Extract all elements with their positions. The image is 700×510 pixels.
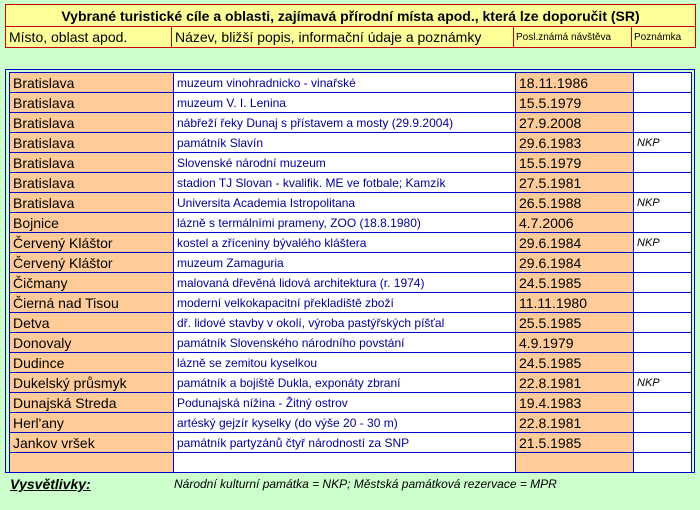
legend-text: Národní kulturní památka = NKP; Městská památková rezervace = MPR	[174, 477, 557, 491]
legend-label: Vysvětlivky:	[10, 476, 91, 492]
table-row	[10, 73, 692, 93]
note-cell	[634, 353, 692, 373]
description-cell	[174, 453, 516, 473]
note-cell	[634, 213, 692, 233]
last-visit-cell: 11.11.1980	[516, 293, 634, 313]
note-cell: NKP	[634, 193, 692, 213]
last-visit-cell: 4.7.2006	[516, 213, 634, 233]
table-row	[10, 93, 692, 113]
description-cell: nábřeží řeky Dunaj s přístavem a mosty (29.9.2004)	[174, 113, 516, 133]
note-cell	[634, 253, 692, 273]
table-row	[10, 373, 692, 393]
place-cell: Bratislava	[10, 113, 174, 133]
note-cell	[634, 293, 692, 313]
last-visit-cell: 19.4.1983	[516, 393, 634, 413]
place-cell: Dunajská Streda	[10, 393, 174, 413]
table-row	[10, 453, 692, 473]
description-cell: dř. lidové stavby v okolí, výroba pastýřských píšťal	[174, 313, 516, 333]
note-cell	[634, 113, 692, 133]
last-visit-cell: 29.6.1984	[516, 233, 634, 253]
last-visit-cell	[516, 453, 634, 473]
last-visit-cell: 4.9.1979	[516, 333, 634, 353]
description-cell: lázně se zemitou kyselkou	[174, 353, 516, 373]
place-cell: Dukelský průsmyk	[10, 373, 174, 393]
last-visit-cell: 26.5.1988	[516, 193, 634, 213]
last-visit-cell: 22.8.1981	[516, 373, 634, 393]
table-row	[10, 153, 692, 173]
table-row	[10, 133, 692, 153]
place-cell: Čierná nad Tisou	[10, 293, 174, 313]
description-cell: Universita Academia Istropolitana	[174, 193, 516, 213]
note-cell	[634, 73, 692, 93]
note-cell: NKP	[634, 373, 692, 393]
column-header-description: Název, bližší popis, informační údaje a poznámky	[172, 27, 514, 48]
place-cell: Bratislava	[10, 173, 174, 193]
description-cell: moderní velkokapacitní překladiště zboží	[174, 293, 516, 313]
description-cell: Slovenské národní muzeum	[174, 153, 516, 173]
note-cell	[634, 333, 692, 353]
place-cell: Čičmany	[10, 273, 174, 293]
description-cell: muzeum V. I. Lenina	[174, 93, 516, 113]
last-visit-cell: 27.5.1981	[516, 173, 634, 193]
table-row	[10, 313, 692, 333]
note-cell	[634, 173, 692, 193]
table-row	[10, 233, 692, 253]
description-cell: památník partyzánů čtyř národností za SNP	[174, 433, 516, 453]
place-cell: Červený Kláštor	[10, 233, 174, 253]
description-cell: památník Slavín	[174, 133, 516, 153]
place-cell: Bratislava	[10, 93, 174, 113]
column-header-place: Místo, oblast apod.	[6, 27, 172, 48]
last-visit-cell: 24.5.1985	[516, 273, 634, 293]
place-cell: Donovaly	[10, 333, 174, 353]
place-cell	[10, 453, 174, 473]
place-cell: Červený Kláštor	[10, 253, 174, 273]
table-row	[10, 413, 692, 433]
place-cell: Bratislava	[10, 153, 174, 173]
column-header-note: Poznámka	[632, 27, 696, 48]
table-row	[10, 273, 692, 293]
description-cell: muzeum Zamaguria	[174, 253, 516, 273]
table-row	[10, 113, 692, 133]
note-cell	[634, 453, 692, 473]
table-row	[10, 213, 692, 233]
description-cell: artéský gejzír kyselky (do výše 20 - 30 m)	[174, 413, 516, 433]
note-cell	[634, 433, 692, 453]
place-cell: Herl'any	[10, 413, 174, 433]
last-visit-cell: 15.5.1979	[516, 93, 634, 113]
place-cell: Bratislava	[10, 133, 174, 153]
description-cell: lázně s termálními prameny, ZOO (18.8.1980)	[174, 213, 516, 233]
column-header-last-visit: Posl.známá návštěva	[514, 27, 632, 48]
last-visit-cell: 27.9.2008	[516, 113, 634, 133]
table-row	[10, 333, 692, 353]
last-visit-cell: 29.6.1983	[516, 133, 634, 153]
table-row	[10, 173, 692, 193]
table-row	[10, 433, 692, 453]
place-cell: Detva	[10, 313, 174, 333]
note-cell	[634, 313, 692, 333]
last-visit-cell: 21.5.1985	[516, 433, 634, 453]
data-table	[9, 72, 692, 473]
place-cell: Bojnice	[10, 213, 174, 233]
data-table-frame	[5, 69, 695, 473]
header-table	[5, 4, 696, 48]
description-cell: památník Slovenského národního povstání	[174, 333, 516, 353]
place-cell: Dudince	[10, 353, 174, 373]
last-visit-cell: 29.6.1984	[516, 253, 634, 273]
table-row	[10, 293, 692, 313]
table-row	[10, 193, 692, 213]
description-cell: památník a bojiště Dukla, exponáty zbraní	[174, 373, 516, 393]
description-cell: kostel a zříceniny bývalého kláštera	[174, 233, 516, 253]
place-cell: Jankov vršek	[10, 433, 174, 453]
place-cell: Bratislava	[10, 193, 174, 213]
note-cell	[634, 413, 692, 433]
note-cell	[634, 153, 692, 173]
last-visit-cell: 25.5.1985	[516, 313, 634, 333]
last-visit-cell: 22.8.1981	[516, 413, 634, 433]
legend	[10, 476, 690, 496]
note-cell: NKP	[634, 133, 692, 153]
description-cell: stadion TJ Slovan - kvalifik. ME ve fotbale; Kamzík	[174, 173, 516, 193]
description-cell: malovaná dřevěná lidová architektura (r. 1974)	[174, 273, 516, 293]
description-cell: Podunajská nížina - Žitný ostrov	[174, 393, 516, 413]
note-cell	[634, 393, 692, 413]
note-cell: NKP	[634, 233, 692, 253]
description-cell: muzeum vinohradnicko - vinařské	[174, 73, 516, 93]
last-visit-cell: 15.5.1979	[516, 153, 634, 173]
note-cell	[634, 273, 692, 293]
last-visit-cell: 24.5.1985	[516, 353, 634, 373]
last-visit-cell: 18.11.1986	[516, 73, 634, 93]
place-cell: Bratislava	[10, 73, 174, 93]
table-row	[10, 353, 692, 373]
table-row	[10, 393, 692, 413]
page-title: Vybrané turistické cíle a oblasti, zajímavá přírodní místa apod., která lze doporučit (SR)	[6, 5, 696, 27]
note-cell	[634, 93, 692, 113]
table-row	[10, 253, 692, 273]
